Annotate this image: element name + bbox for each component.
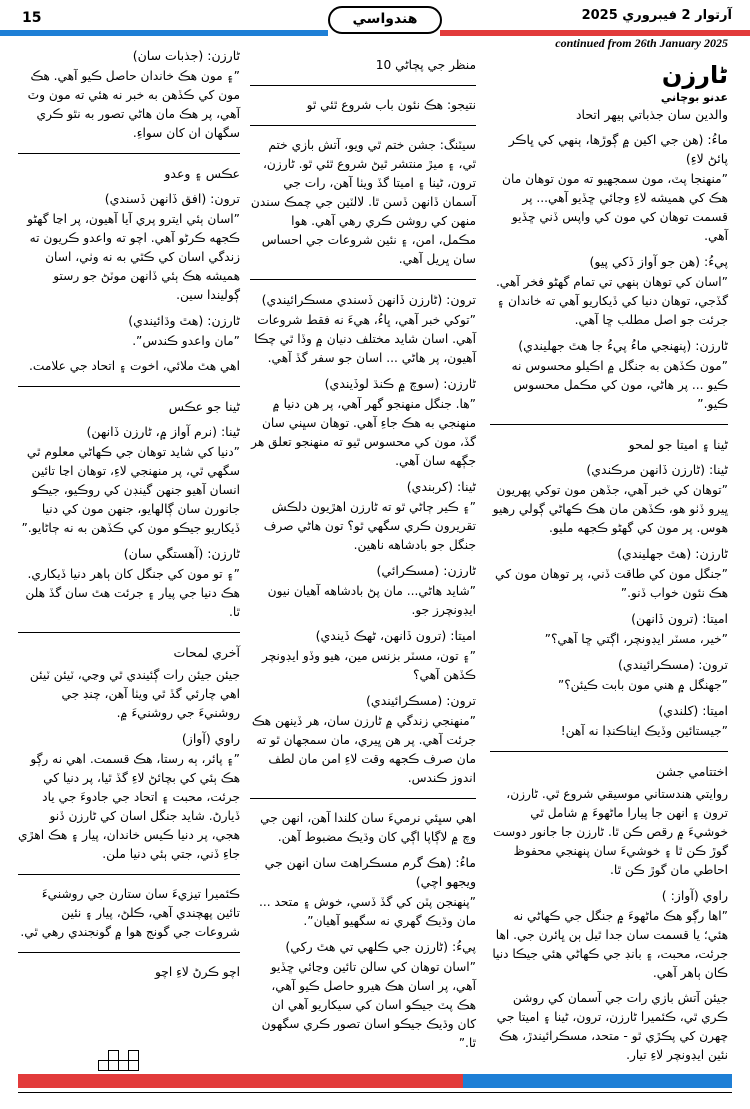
dialogue-text: ”ها. جنگل منهنجو گهر آهي، پر هن دنيا ۾ منهنجي به هڪ جاءِ آهي. توهان سڀني سان گڏ، مون کي محسوس ٿيو ته منهنجو تعلق هر جڳهه سان آهي. xyxy=(251,397,476,468)
dialogue-text: ”جيستائين وڏيڪ ايناڪنڊا نه آهن! xyxy=(560,724,728,738)
section-divider xyxy=(18,386,240,387)
article-title: ٹارزن xyxy=(661,61,728,89)
dialogue-text: ”توکي خبر آهي، ڀاءُ، هيءَ نه فقط شروعات آهي. اسان شايد مختلف دنيان ۾ وڏا ٿي چڪا آهيون، پر هاڻي ... اسان جو سفر گڏ آهي. xyxy=(254,313,476,365)
column-middle xyxy=(250,54,476,1059)
speaker-line: راوي (آواز: ) xyxy=(661,888,728,903)
dialogue-text: ”دنيا کي شايد توهان جي ڪهاڻي معلوم ٿي سگهي ٿي، پر منهنجي لاءِ، توهان اڃا تائين انسان آهيو جنهن گينڊن کي روڪيو، جيڪو جانورن سان ڳالهايو، جنهن مون کي دنيا ڏيکاريو جيڪو مون کي ڪڏهن به نه ڄاڻايو.” xyxy=(21,445,240,535)
section-divider xyxy=(18,632,240,633)
paragraph: روايتي هندستاني موسيقي شروع ٿي. ٹارزن، ترون ۽ انهن جا پيارا ماڻهوءَ ۾ شامل ٿي خوشيءَ ۾ رقص ڪن ٿا. ٹارزن جا جانور دوست گوڙ ڪن ٿا ۽ خوشيءَ سان پنهنجي محفوظ احاطي مان گوڙ ڪن ٿا. xyxy=(493,787,728,877)
dialogue-text: ”مان واعدو ڪندس”. xyxy=(132,334,240,348)
speaker-line: اميتا: (ترون ڏانهن) xyxy=(631,611,728,626)
dialogue-text: ”۽ پائر، ٻه رستا، هڪ قسمت. اهي نه رڳو هڪ ٻئي کي بچائڻ لاءِ گڏ ٿيا، پر دنيا کي جرئت، محبت ۽ اتحاد جي جادوءَ جي ياد ڏيارڻ. شايد جنگل اسان کي ٹارزن ڏنو هجي، پر دنيا ڪيس خاندان، پيار ۽ هڪ اهڙي جاءِ ڏني، جتي ٻئي دنيا ملن. xyxy=(18,752,240,861)
speaker-line: ٹينا: (نرم آواز ۾، ٹارزن ڏانهن) xyxy=(86,424,240,439)
speaker-line: اميتا: (کلندي) xyxy=(658,703,728,718)
section-heading: آخري لمحات xyxy=(173,645,240,660)
paragraph: اهي سڀئي نرميءَ سان کلندا آهن، انهن جي وچ ۾ لاڳاپا اڳي کان وڌيڪ مضبوط آهن. xyxy=(260,811,476,844)
speaker-line: پيءُ: (ٹارزن جي ڪلهي تي هٿ رکي) xyxy=(285,939,476,954)
speaker-line: ترون: (ٹارزن ڏانهن ڏسندي مسڪرائيندي) xyxy=(261,292,476,307)
section-heading: اختتامي جشن xyxy=(655,764,728,779)
column-middle-body xyxy=(250,56,476,1053)
section-heading: عڪس ۽ وعدو xyxy=(164,166,240,181)
newspaper-logo: هندواسي xyxy=(328,6,442,34)
speaker-line: راوي (آواز) xyxy=(181,731,240,746)
speaker-line: ٹينا: (ٹارزن ڏانهن مرڪندي) xyxy=(586,462,728,477)
dialogue-text: ”جنگل مون کي طاقت ڏني، پر توهان مون کي هڪ نئون خواب ڏنو.” xyxy=(495,567,728,600)
paragraph: اهي هٿ ملائي، اخوت ۽ اتحاد جي علامت. xyxy=(29,359,240,373)
dialogue-text: ”پنهنجن پٽن کي گڏ ڏسي، خوش ۽ متحد ... مان وڌيڪ گهري نه سگهيو آهيان”. xyxy=(259,895,476,928)
section-divider xyxy=(18,952,240,953)
speaker-line: ٹارزن: (پنهنجي ماءُ پيءُ جا هٿ جهليندي) xyxy=(518,338,728,353)
dialogue-text: ”توهان کي خبر آهي، جڏهن مون توکي پهريون ڀيرو ڏٺو هو، ڪڏهن مان هڪ ڪهاڻي ڳولي رهيو هوس. پر مون کي گهڻو ڪجهه مليو. xyxy=(492,483,728,535)
article-author: عدنو بوچاني xyxy=(660,91,728,104)
column-left xyxy=(18,40,240,988)
section-divider xyxy=(490,424,728,425)
dialogue-text: ”اها رڳو هڪ ماڻهوءَ ۾ جنگل جي ڪهاڻي نه هئي؛ يا قسمت سان جدا ٿيل ٻن ڀائرن جي. اها جرئت، محبت، ۽ بانڊ جي ڪهاڻي هئي جيڪا دنيا ڪان ٻاهر آهي. xyxy=(492,909,728,980)
issue-date: آرتوار 2 فيبروري 2025 xyxy=(581,8,732,23)
paragraph: منظر جي پڄاڻي 10 xyxy=(375,58,476,72)
dialogue-text: ”۽ تو مون کي جنگل کان ٻاهر دنيا ڏيکاري. هڪ دنيا جي پيار ۽ جرئت هٿ سان گڏ هلن ٿا. xyxy=(25,567,240,619)
section-heading: ٹينا جو عڪس xyxy=(168,399,240,414)
speaker-line: اميتا: (ترون ڏانهن، ٹهڪ ڏيندي) xyxy=(315,628,476,643)
page-header xyxy=(0,0,750,36)
dialogue-text: ”منهنجي زندگي ۾ ٹارزن سان، هر ڏينهن هڪ جرئت آهي. پر هن ڀيري، مان سمجهان ٿو ته مان صرف ڪجهه وقت لاءِ امن مان لطف اندوز ڪندس. xyxy=(251,714,476,785)
dialogue-text: ”مون ڪڏهن به جنگل ۾ اڪيلو محسوس نه ڪيو ... پر هاڻي، مون کي مڪمل محسوس ڪيو.” xyxy=(511,359,728,411)
speaker-line: ماءُ: (هڪ گرم مسڪراهٽ سان انهن جي ويجهو اچي) xyxy=(264,855,476,889)
continued-note: continued from 26th January 2025 xyxy=(555,36,728,50)
paragraph: جيئن جيئن رات ڳئيندي ٿي وڃي، ٽيئن ٽيئن اهي چارئي گڏ ٿي ويٺا آهن، چنڊ جي روشنيءَ جي روشنيءَ ۾. xyxy=(29,668,240,720)
dialogue-text: ”اسان توهان کي سالن تائين وڃائي ڇڏيو آهي، پر اسان هڪ هيرو حاصل ڪيو آهي، هڪ پٽ جيڪو اسان کي سيکاريو آهي ان کان وڌيڪ جيڪو اسان تصور ڪري سگهون ٿا.” xyxy=(261,960,476,1050)
paragraph: جيئن آتش بازي رات جي آسمان کي روشن ڪري ٿي، ڪئميرا ٹارزن، ترون، ٹينا ۽ اميتا جي چهرن کي پڪڙي ٿو - متحد، مسڪرائيندڙ، هڪ نئين ايڊونچر لاءِ تيار. xyxy=(496,991,728,1062)
speaker-line: ٹارزن: (هٿ جهليندي) xyxy=(617,546,728,561)
section-divider xyxy=(490,751,728,752)
section-divider xyxy=(250,279,476,280)
section-divider xyxy=(250,798,476,799)
speaker-line: ٹارزن: (مسڪرائي) xyxy=(376,563,476,578)
paragraph: اچو ڪرڻ لاءِ اچو xyxy=(155,965,240,979)
paragraph: ڪئميرا تيزيءَ سان ستارن جي روشنيءَ تائين پهچندي آهي، ڪلڻ، پيار ۽ نئين شروعات جي گونج هوا ۾ گونجندي رهي ٿي. xyxy=(20,887,240,939)
speaker-line: ٹارزن: (آهستگي سان) xyxy=(123,546,240,561)
column-right-body xyxy=(490,130,728,1065)
speaker-line: ماءُ: (هن جي اکين ۾ ڳوڙها، ٻنهي کي ڀاڪر پائڻ لاءِ) xyxy=(508,132,728,166)
speaker-line: ترون: (افق ڏانهن ڏسندي) xyxy=(104,191,240,206)
page-number: 15 xyxy=(22,10,42,26)
speaker-line: پيءُ: (هن جو آواز ڏکي پيو) xyxy=(589,254,728,269)
paragraph: نتيجو: هڪ نئون باب شروع ٿئي ٿو xyxy=(306,98,476,112)
section-divider xyxy=(18,874,240,875)
dialogue-text: ”خير، مسٽر ايڊونچر، اڳتي ڇا آهي؟” xyxy=(544,632,728,646)
dialogue-text: ”اسان کي توهان ٻنهي تي تمام گهڻو فخر آهي. گڏجي، توهان دنيا کي ڏيکاريو آهي ته خاندان ۽ جرئت جو اصل مطلب ڇا آهي. xyxy=(495,275,728,327)
dialogue-text: ”اسان ٻئي ايترو پري آيا آهيون، پر اڃا گهڻو ڪجهه ڪرڻو آهي. اچو ته واعدو ڪريون ته زندگي اسان کي ڪٿي به نه وٺي، اسان هميشه هڪ ٻئي ڏانهن موٽڻ جو رستو ڳوليندا سين. xyxy=(27,212,240,302)
column-right xyxy=(490,54,728,1071)
speaker-line: ترون: (مسڪرائيندي) xyxy=(618,657,728,672)
dialogue-text: ”جهنگل ۾ هني مون بابت ڪيئن؟” xyxy=(557,678,728,692)
section-heading: ٹينا ۽ اميتا جو لمحو xyxy=(628,437,728,452)
column-left-body xyxy=(18,46,240,982)
dialogue-text: ”۽ تون، مسٽر بزنس مين، هيو وڏو ايڊونچر ڪڏهن آهي؟ xyxy=(261,649,476,682)
speaker-line: ترون: (مسڪرائيندي) xyxy=(366,693,476,708)
dialogue-text: ”شايد هاڻي... مان پڻ بادشاهه آهيان نيون ايڊونچرز جو. xyxy=(267,584,476,617)
header-bar-blue xyxy=(0,30,328,36)
dialogue-text: ”منهنجا پٽ، مون سمجهيو ته مون توهان مان هڪ کي هميشه لاءِ وڃائي ڇڏيو آهي... پر قسمت توهان کي مون کي واپس ڏني ڇڏيو آهي. xyxy=(502,172,728,243)
dialogue-text: ”۽ مون هڪ خاندان حاصل ڪيو آهي. هڪ مون کي ڪڏهن به خبر نه هئي ته مون وٽ آهي، پر هڪ مان هاڻي تصور به نٿو ڪري سگهان ان کان سواءِ. xyxy=(27,69,240,140)
speaker-line: ٹارزن: (سوچ ۾ ڪنڌ لوڏيندي) xyxy=(324,376,476,391)
footer-rule xyxy=(18,1092,732,1093)
section-divider xyxy=(250,125,476,126)
section-divider xyxy=(18,153,240,154)
article-subtitle: والدين سان جذباتي ٻيهر اتحاد xyxy=(575,107,728,122)
dialogue-text: ”۽ ڪير ڄاڻي ٿو ته ٹارزن اهڙيون دلڪش تقريرون ڪري سگهي ٿو؟ تون هاڻي صرف جنگل جو بادشاهه ناهين. xyxy=(263,500,476,552)
footer-bar-red xyxy=(18,1074,463,1088)
speaker-line: ٹارزن: (جذبات سان) xyxy=(132,48,240,63)
section-divider xyxy=(250,85,476,86)
speaker-line: ٹينا: (کربندي) xyxy=(406,479,476,494)
footer-bar-blue xyxy=(463,1074,732,1088)
paragraph: سيٽنگ: جشن ختم ٿي ويو، آتش بازي ختم ٿي، ۽ ميڙ منتشر ٿيڻ شروع ٿئي ٿو. ٹارزن، ترون، ٹينا ۽ اميتا گڏ ويٺا آهن، رات جي آسمان ڏانهن ڏسن ٿا. لالٽين جي چمڪ سندن منهن کي روشن ڪري رهي آهي. هوا مڪمل، امن، ۽ نئين شروعات جي احساس سان ڀريل آهي. xyxy=(250,138,476,266)
speaker-line: ٹارزن: (هٿ وڌائيندي) xyxy=(128,313,240,328)
